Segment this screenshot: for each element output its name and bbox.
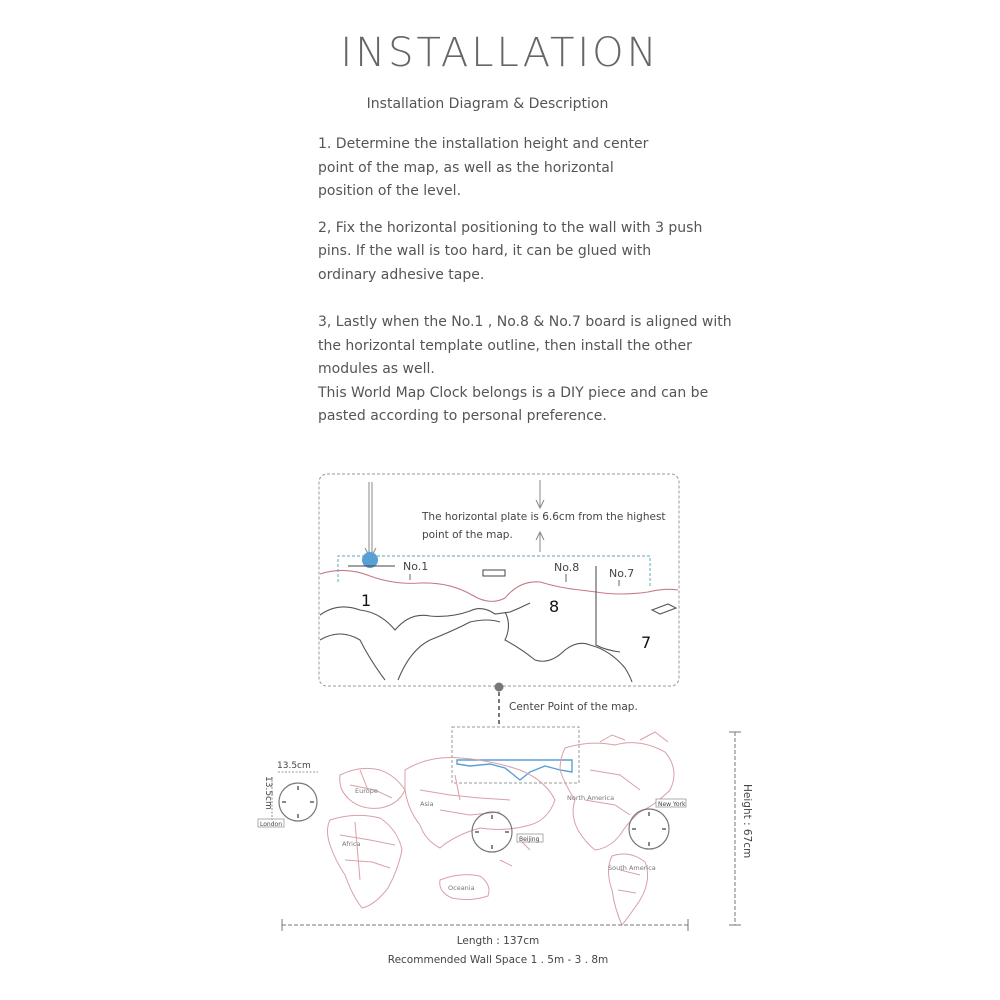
length-label: Length : 137cm (456, 935, 540, 947)
push-pin-icon (365, 482, 376, 558)
plate-note-line-2: point of the map. (422, 529, 513, 541)
region-label-north-america: North America (567, 794, 615, 802)
height-label: Height : 67cm (741, 784, 753, 859)
clock-new-york (629, 809, 669, 849)
step-3-line-2: the horizontal template outline, then install the other (318, 337, 692, 354)
region-label-asia: Asia (420, 800, 434, 808)
detail-region-frame (452, 727, 579, 783)
board-number-1: 1 (361, 591, 372, 610)
center-point-label: Center Point of the map. (509, 701, 638, 713)
step-3-line-3: modules as well. (318, 361, 435, 377)
clock-beijing (472, 812, 512, 852)
city-tag-london: London (260, 821, 282, 828)
clock-height-label: 13.5cm (263, 776, 273, 810)
board-tag-no1: No.1 (403, 560, 429, 573)
region-label-south-america: South America (608, 864, 656, 872)
wall-space-label: Recommended Wall Space 1 . 5m - 3 . 8m (387, 954, 609, 966)
step-3-line-1: 3, Lastly when the No.1 , No.8 & No.7 board is aligned with (318, 314, 732, 330)
step-2-line-1: 2, Fix the horizontal positioning to the wall with 3 push (318, 219, 703, 236)
region-label-europe: Europe (355, 787, 378, 795)
city-tag-new-york: New York (658, 801, 686, 808)
step-1-line-3: position of the level. (318, 183, 462, 199)
region-label-oceania: Oceania (448, 884, 475, 892)
center-point-dot (495, 683, 504, 692)
city-tag-beijing: Beijing (519, 836, 540, 843)
detail-frame (319, 474, 679, 686)
step-1-line-2: point of the map, as well as the horizontal (318, 159, 614, 176)
page-subtitle: Installation Diagram & Description (366, 96, 609, 112)
plate-note-line-1: The horizontal plate is 6.6cm from the highest (422, 511, 666, 523)
note-line-1: This World Map Clock belongs is a DIY piece and can be (318, 384, 709, 401)
step-2-line-3: ordinary adhesive tape. (318, 266, 485, 283)
board-tag-no8: No.8 (554, 561, 580, 574)
clock-london (279, 783, 317, 821)
clock-width-label: 13.5cm (277, 761, 311, 771)
step-1-line-1: 1. Determine the installation height and center (318, 136, 649, 152)
map-coastline-detail (320, 566, 678, 682)
board-tag-no7: No.7 (609, 567, 635, 580)
step-2-line-2: pins. If the wall is too hard, it can be glued with (318, 243, 652, 259)
horizontal-plate-outline (338, 556, 650, 588)
world-map (328, 732, 675, 925)
region-label-africa: Africa (342, 840, 361, 848)
page-title: INSTALLATION (340, 30, 660, 76)
board-number-7: 7 (641, 633, 652, 652)
level-icon (483, 570, 505, 576)
plate-outline-blue (457, 760, 572, 780)
board-number-8: 8 (549, 597, 560, 616)
note-line-2: pasted according to personal preference. (318, 408, 607, 424)
